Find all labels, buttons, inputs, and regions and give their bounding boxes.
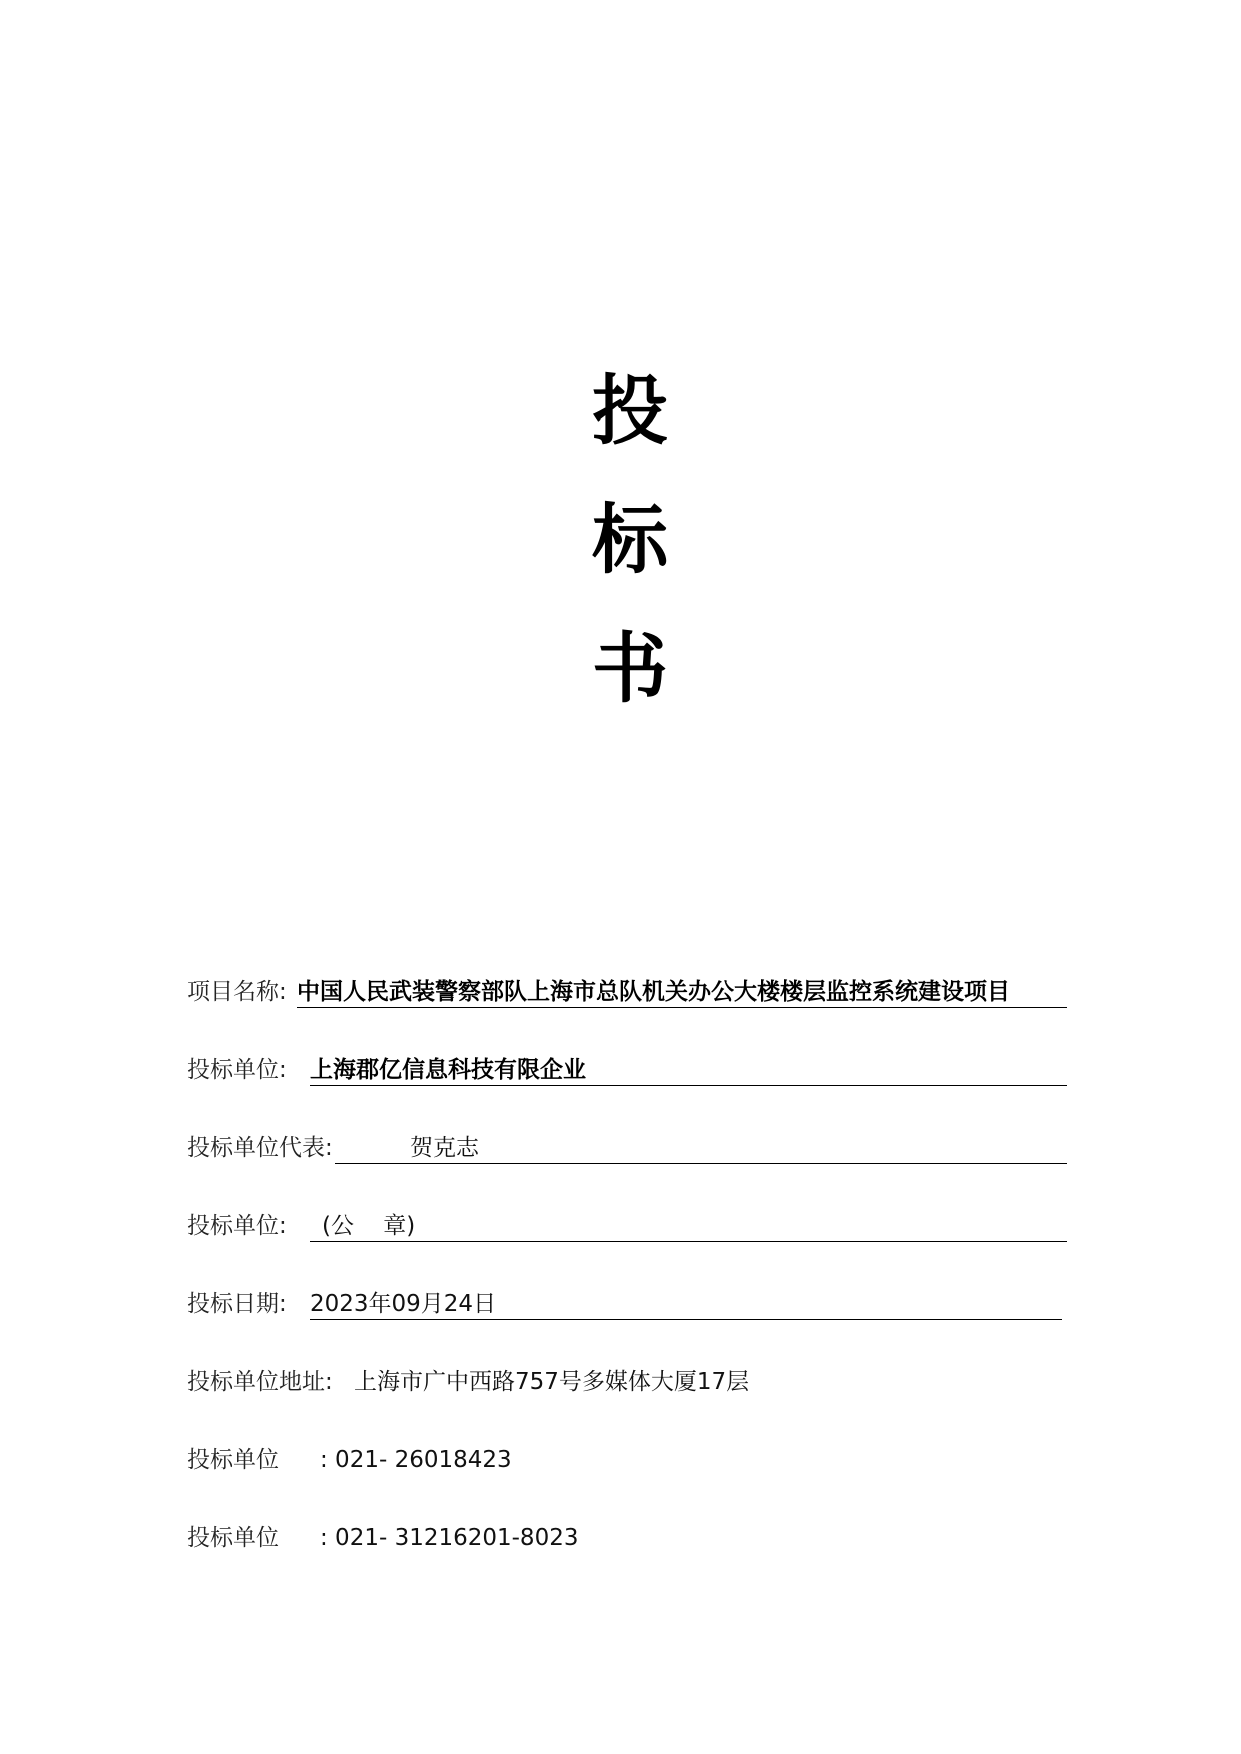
- bid-date-underline: [310, 1319, 1062, 1320]
- bidder-seal-label: 投标单位:: [187, 1213, 287, 1239]
- bid-date-label: 投标日期:: [187, 1291, 287, 1317]
- bidder-phone-label: 投标单位: [187, 1447, 279, 1473]
- field-bidder-phone: [187, 1440, 1087, 1480]
- title-char-biao: 标: [592, 495, 668, 584]
- bidder-address-value: 上海市广中西路757号多媒体大厦17层: [354, 1369, 750, 1395]
- bidder-fax-value: : 021- 31216201-8023: [320, 1525, 579, 1551]
- field-project-name: [187, 972, 1087, 1012]
- bidder-rep-underline: [335, 1163, 1067, 1164]
- project-name-value: 中国人民武装警察部队上海市总队机关办公大楼楼层监控系统建设项目: [297, 979, 1010, 1005]
- field-bidder-fax: [187, 1518, 1087, 1558]
- bidder-rep-label: 投标单位代表:: [187, 1135, 333, 1161]
- bidder-address-label: 投标单位地址:: [187, 1369, 333, 1395]
- field-bidder-address: [187, 1362, 1087, 1402]
- field-bidder-rep: [187, 1128, 1087, 1168]
- bidder-seal-underline: [310, 1241, 1067, 1242]
- bidder-label: 投标单位:: [187, 1057, 287, 1083]
- bidder-seal-value: (公 章): [322, 1213, 416, 1239]
- title-char-shu: 书: [592, 624, 668, 713]
- field-bidder: [187, 1050, 1087, 1090]
- field-bidder-seal: [187, 1206, 1087, 1246]
- field-bid-date: [187, 1284, 1087, 1324]
- bidder-underline: [310, 1085, 1067, 1086]
- project-name-underline: [297, 1007, 1067, 1008]
- bidder-phone-value: : 021- 26018423: [320, 1447, 512, 1473]
- bidder-value: 上海郡亿信息科技有限企业: [310, 1057, 586, 1083]
- bidder-fax-label: 投标单位: [187, 1525, 279, 1551]
- bid-date-value: 2023年09月24日: [310, 1291, 497, 1317]
- project-name-label: 项目名称:: [187, 979, 287, 1005]
- title-char-tou: 投: [592, 366, 668, 455]
- bidder-rep-value: 贺克志: [410, 1135, 479, 1161]
